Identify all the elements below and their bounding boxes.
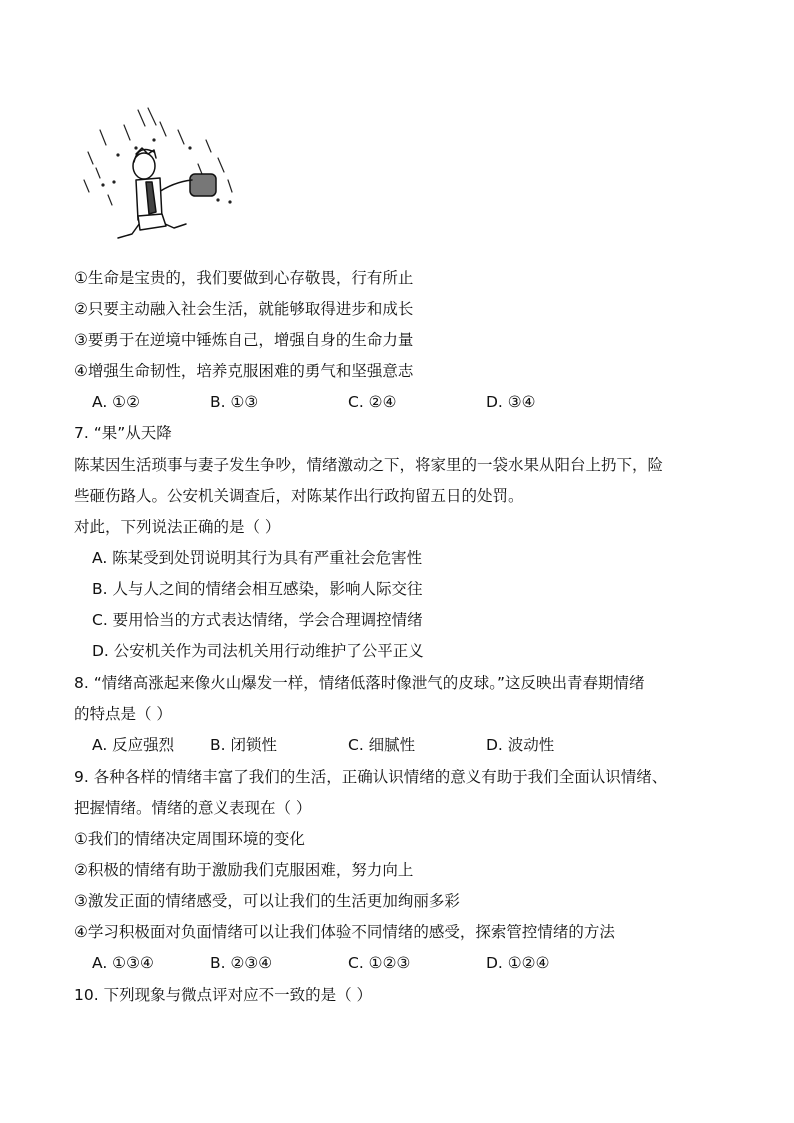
q9-statement-2: ②积极的情绪有助于激励我们克服困难，努力向上: [74, 861, 414, 879]
rain-streak: [100, 130, 106, 145]
q7-option-a[interactable]: A. 陈某受到处罚说明其行为具有严重社会危害性: [92, 549, 423, 567]
rain-drop: [101, 183, 104, 186]
running-in-rain-illustration: [78, 100, 248, 255]
q9-stem-line-1: 9. 各种各样的情绪丰富了我们的生活，正确认识情绪的意义有助于我们全面认识情绪、: [74, 768, 668, 786]
rain-streak: [84, 180, 89, 192]
q7-option-d[interactable]: D. 公安机关作为司法机关用行动维护了公平正义: [92, 642, 424, 660]
shorts: [138, 214, 166, 230]
q9-statement-4: ④学习积极面对负面情绪可以让我们体验不同情绪的感受，探索管控情绪的方法: [74, 923, 615, 941]
rain-drop: [134, 146, 137, 149]
q8-stem-line-2: 的特点是（ ）: [74, 705, 172, 723]
q6-statement-3: ③要勇于在逆境中锤炼自己，增强自身的生命力量: [74, 331, 414, 349]
q10-title: 10. 下列现象与微点评对应不一致的是（ ）: [74, 986, 373, 1004]
rain-drop: [152, 138, 155, 141]
q9-statement-1: ①我们的情绪决定周围环境的变化: [74, 830, 305, 848]
q9-option-b[interactable]: B. ②③④: [210, 954, 273, 972]
q6-option-a[interactable]: A. ①②: [92, 393, 140, 411]
q8-option-b[interactable]: B. 闭锁性: [210, 736, 277, 754]
q6-option-d[interactable]: D. ③④: [486, 393, 536, 411]
q9-option-a[interactable]: A. ①③④: [92, 954, 154, 972]
q7-option-c[interactable]: C. 要用恰当的方式表达情绪，学会合理调控情绪: [92, 611, 423, 629]
q7-option-b[interactable]: B. 人与人之间的情绪会相互感染，影响人际交往: [92, 580, 423, 598]
rain-drop: [216, 198, 219, 201]
q6-option-b[interactable]: B. ①③: [210, 393, 259, 411]
rain-streak: [138, 110, 145, 126]
q6-statement-2: ②只要主动融入社会生活，就能够取得进步和成长: [74, 300, 414, 318]
rain-streak: [148, 108, 156, 125]
q8-stem-line-1: 8. “情绪高涨起来像火山爆发一样，情绪低落时像泄气的皮球。”这反映出青春期情绪: [74, 674, 645, 692]
rain-drop: [112, 180, 115, 183]
rain-streak: [198, 164, 202, 174]
rain-streak: [206, 140, 211, 152]
rain-streak: [96, 168, 100, 178]
bag: [190, 174, 216, 196]
rain-drop: [228, 200, 231, 203]
rain-streak: [108, 195, 112, 205]
q7-prompt: 对此，下列说法正确的是（ ）: [74, 518, 281, 536]
q9-option-d[interactable]: D. ①②④: [486, 954, 550, 972]
q6-statement-4: ④增强生命韧性，培养克服困难的勇气和坚强意志: [74, 362, 414, 380]
rain-streak: [178, 130, 184, 144]
q7-material-line-1: 陈某因生活琐事与妻子发生争吵，情绪激动之下，将家里的一袋水果从阳台上扔下，险: [74, 456, 664, 474]
rain-drop: [116, 153, 119, 156]
q9-stem-line-2: 把握情绪。情绪的意义表现在（ ）: [74, 799, 312, 817]
q7-material-line-2: 些砸伤路人。公安机关调查后，对陈某作出行政拘留五日的处罚。: [74, 487, 524, 505]
q9-option-c[interactable]: C. ①②③: [348, 954, 411, 972]
q9-statement-3: ③激发正面的情绪感受，可以让我们的生活更加绚丽多彩: [74, 892, 460, 910]
rain-streak: [88, 152, 93, 164]
rain-streak: [124, 125, 130, 140]
rain-drop: [188, 146, 191, 149]
q7-title: 7. “果”从天降: [74, 424, 172, 442]
q6-option-c[interactable]: C. ②④: [348, 393, 397, 411]
q8-option-c[interactable]: C. 细腻性: [348, 736, 416, 754]
rain-streak: [228, 180, 232, 192]
q8-option-a[interactable]: A. 反应强烈: [92, 736, 175, 754]
rain-streak: [160, 122, 166, 136]
rain-streak: [218, 158, 224, 172]
q6-statement-1: ①生命是宝贵的，我们要做到心存敬畏，行有所止: [74, 269, 414, 287]
q8-option-d[interactable]: D. 波动性: [486, 736, 555, 754]
